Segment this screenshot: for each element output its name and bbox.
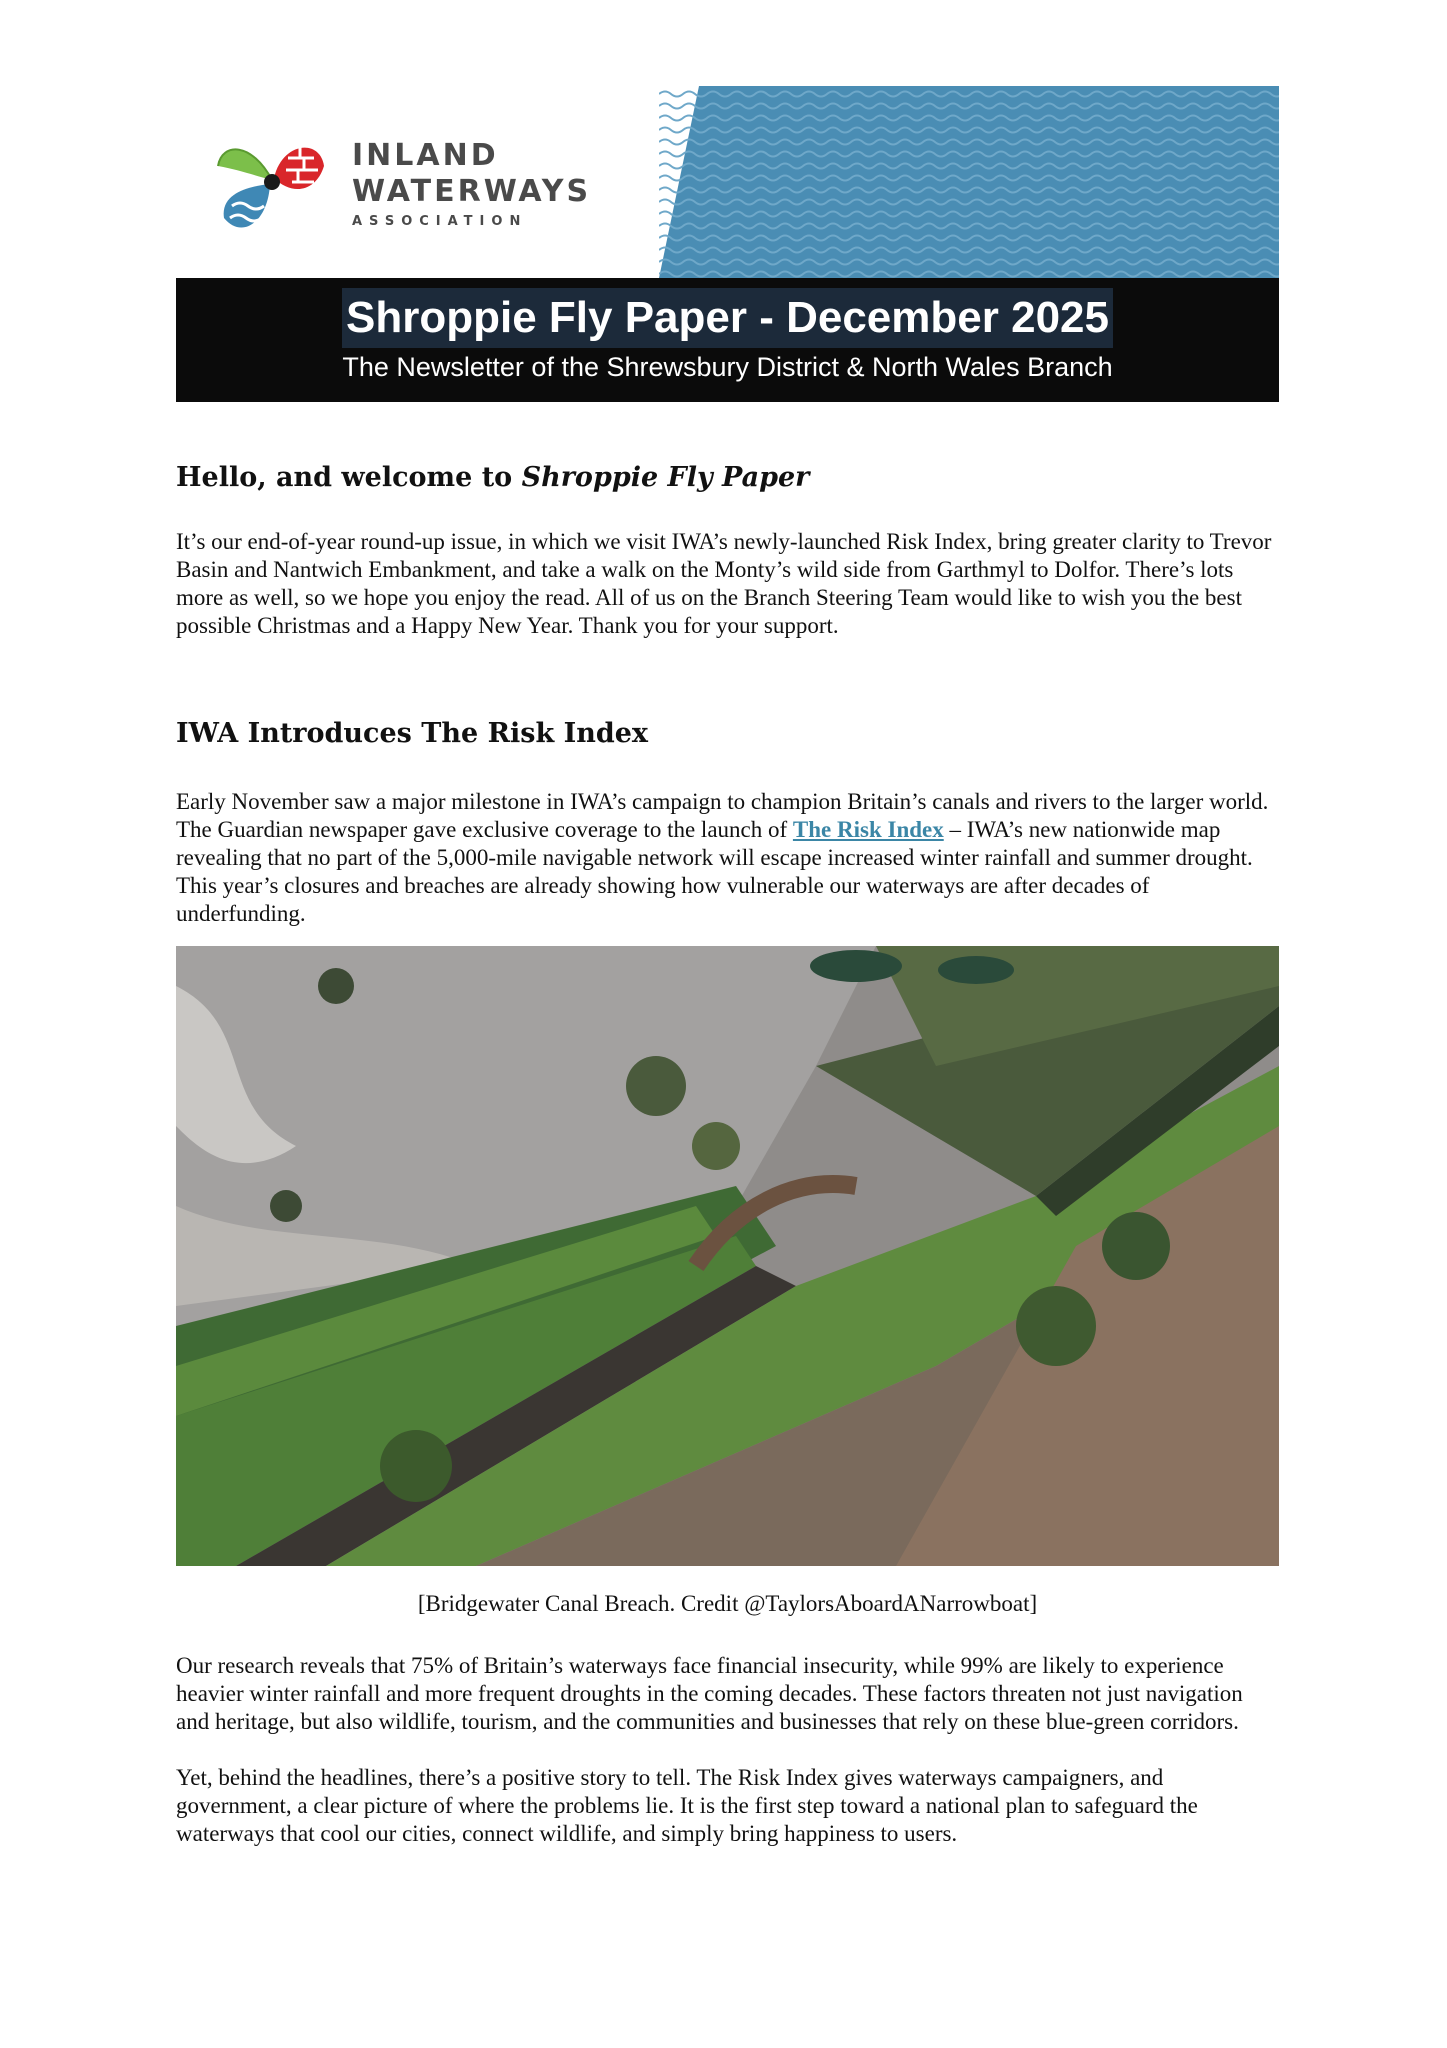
risk-index-heading: IWA Introduces The Risk Index: [176, 718, 648, 749]
welcome-heading: [176, 460, 1279, 496]
iwa-propeller-logo-icon: [212, 122, 332, 242]
newsletter-subtitle: The Newsletter of the Shrewsbury District & North Wales Branch: [342, 352, 1113, 382]
risk-index-section: [176, 716, 1279, 928]
photo-caption: [Bridgewater Canal Breach. Credit @TaylorsAboardANarrowboat]: [417, 1591, 1038, 1616]
risk-index-link[interactable]: The Risk Index: [792, 817, 944, 842]
canal-breach-photo: [176, 946, 1279, 1566]
paragraph-text: Early November saw a major milestone in IWA’s campaign to champion Britain’s canals and rivers to the larger world. The Guardian newspaper gave exclusive coverage to the launch of: [176, 789, 1269, 842]
welcome-heading-text: Hello, and welcome to: [176, 462, 513, 493]
welcome-paragraph: It’s our end-of-year round-up issue, in which we visit IWA’s newly-launched Risk Index, bring greater clarity to Trevor Basin and Nantwich Embankment, and take a walk on the Monty’s wild side from Garthmyl to Dolfor. There’s lots more as well, so we hope you enjoy the read. All of us on the Branch Steering Team would like to wish you the best possible Christmas and a Happy New Year. Thank you for your support.: [176, 529, 1272, 638]
risk-index-paragraph-1: [176, 788, 1279, 928]
header-banner: [176, 86, 1279, 278]
welcome-section: [176, 460, 1279, 640]
risk-index-paragraph-2: Our research reveals that 75% of Britain’s waterways face financial insecurity, while 99% are likely to experience heavier winter rainfall and more frequent droughts in the coming decades. These factors threaten not just navigation and heritage, but also wildlife, tourism, and the communities and businesses that rely on these blue-green corridors.: [176, 1653, 1243, 1734]
paragraph-text: – IWA’s new nationwide map revealing that no part of the 5,000-mile navigable network will escape increased winter rainfall and summer drought. This year’s closures and breaches are already showing how vulnerable our waterways are after decades of underfunding.: [176, 817, 1253, 926]
logo-line-2: WATERWAYS: [352, 174, 592, 209]
wave-pattern-decoration: [659, 86, 1279, 278]
newsletter-title: Shroppie Fly Paper - December 2025: [342, 288, 1113, 348]
logo-text: [352, 138, 591, 232]
risk-index-body: [176, 1652, 1279, 1848]
newsletter-title-bar: [176, 278, 1279, 402]
risk-index-paragraph-3: Yet, behind the headlines, there’s a positive story to tell. The Risk Index gives waterways campaigners, and government, a clear picture of where the problems lie. It is the first step toward a national plan to safeguard the waterways that cool our cities, connect wildlife, and simply bring happiness to users.: [176, 1765, 1198, 1846]
logo-line-3: ASSOCIATION: [352, 214, 528, 229]
welcome-heading-italic: Shroppie Fly Paper: [521, 462, 810, 493]
logo-line-1: INLAND: [352, 138, 499, 173]
